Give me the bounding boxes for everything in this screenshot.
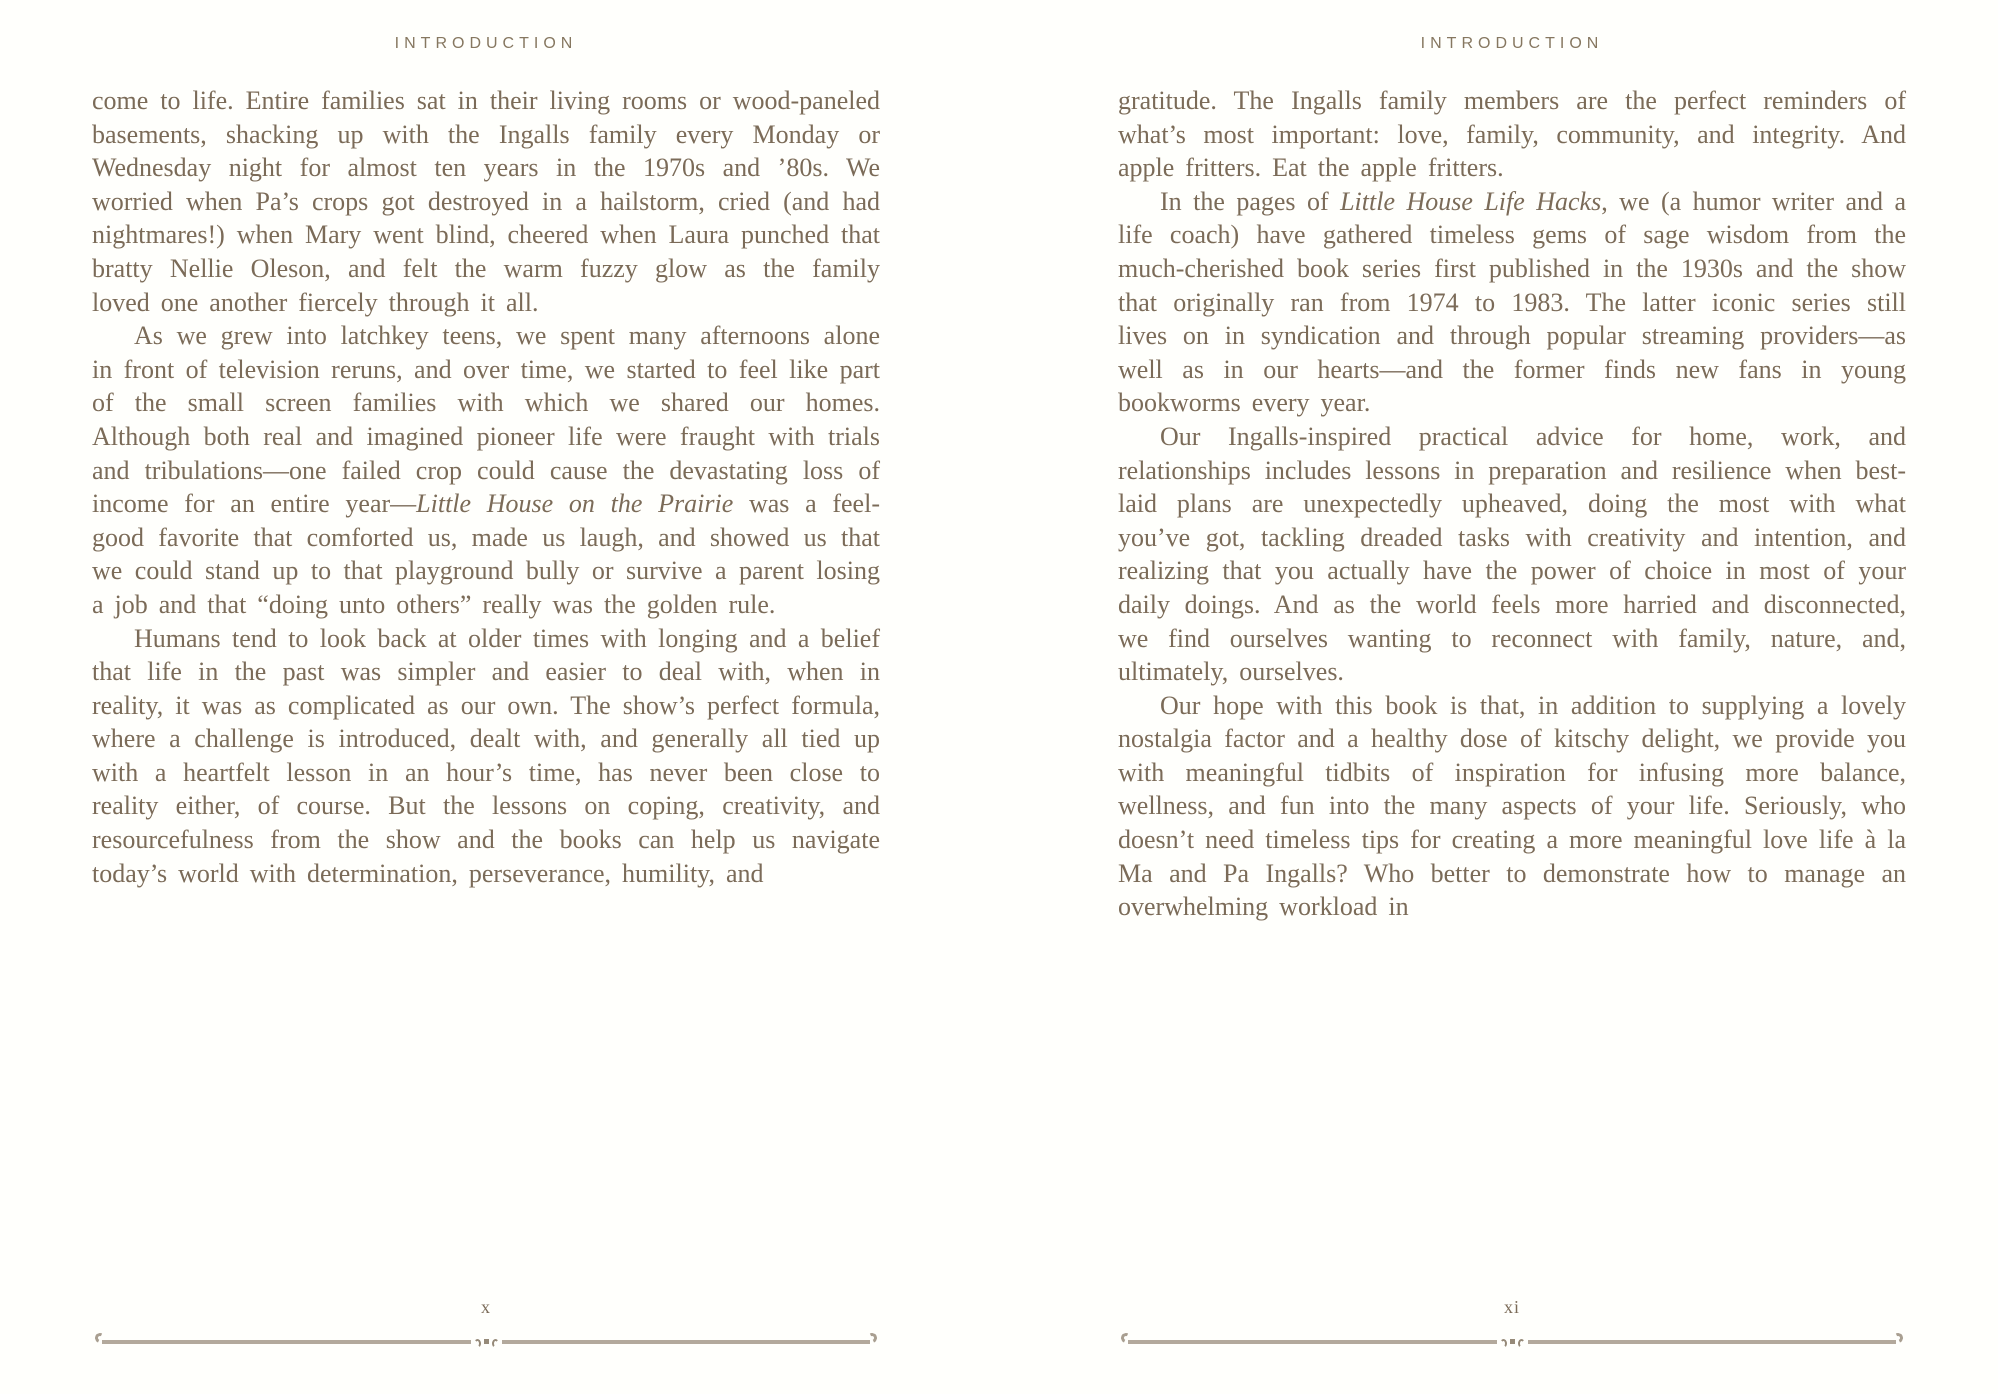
paragraph — [1118, 185, 1906, 420]
rule-line — [502, 1340, 871, 1344]
text-segment: , we (a humor writer and a life coach) have gathered timeless gems of sage wisdom from the much-cherished book series first published in the 1930s and the show that originally ran from 1974 to 1983. The latter iconic series still lives on in syndication and through popular streaming providers—as well as in our hearts—and the former finds new fans in young bookworms every year. — [1118, 186, 1906, 418]
rule-line — [1128, 1340, 1497, 1344]
body-text — [1118, 84, 1906, 924]
text-segment: As we grew into latchkey teens, we spent many afternoons alone in front of television reruns, and over time, we started to feel like part of the small screen families with which we shared our homes. Although both real and imagined pioneer life were fraught with trials and tribulations—one failed crop could cause the devastating loss of income for an entire year— — [92, 321, 880, 519]
book-title-italic: Little House Life Hacks — [1340, 186, 1602, 216]
running-head: INTRODUCTION — [1420, 35, 1604, 52]
paragraph — [1118, 420, 1906, 689]
paragraph — [1118, 84, 1906, 185]
curl-right-icon — [492, 1339, 499, 1348]
text-segment: Humans tend to look back at older times with longing and a belief that life in the past was simpler and easier to deal with, when in reality, it was as complicated as our own. The show’s perfect formula, where a challenge is introduced, dealt with, and generally all tied up with a heartfelt lesson in an hour’s time, has never been close to reality either, of course. But the lessons on coping, creativity, and resourcefulness from the show and the books can help us navigate today’s world with determination, perseverance, humility, and — [92, 623, 880, 888]
page-number: xi — [1503, 1297, 1520, 1317]
right-page-column — [1118, 0, 1906, 1394]
right-page — [999, 0, 1998, 1394]
rule-center-ornament-icon — [471, 1338, 502, 1347]
book-title-italic: Little House on the Prairie — [416, 489, 734, 519]
curl-left-icon — [474, 1339, 481, 1348]
paragraph — [1118, 689, 1906, 924]
paragraph — [92, 622, 880, 891]
footer-rule — [1118, 1334, 1906, 1350]
page-number: x — [481, 1297, 491, 1317]
curl-right-icon — [1518, 1339, 1525, 1348]
paragraph — [92, 319, 880, 621]
body-text — [92, 84, 880, 890]
text-segment: gratitude. The Ingalls family members are the perfect reminders of what’s most important: love, family, community, and integrity. And apple fritters. Eat the apple fritters. — [1118, 86, 1906, 183]
square-dot-icon — [484, 1339, 489, 1344]
footer-rule — [92, 1334, 880, 1350]
text-segment: Our hope with this book is that, in addition to supplying a lovely nostalgia factor and a healthy dose of kitschy delight, we provide you with meaningful tidbits of inspiration for infusing more balance, wellness, and fun into the many aspects of your life. Seriously, who doesn’t need timeless tips for creating a more meaningful love life à la Ma and Pa Ingalls? Who better to demonstrate how to manage an overwhelming workload in — [1118, 690, 1906, 922]
running-head: INTRODUCTION — [394, 35, 578, 52]
rule-line — [1528, 1340, 1897, 1344]
square-dot-icon — [1510, 1339, 1515, 1344]
text-segment: In the pages of — [1160, 186, 1341, 216]
text-segment: Our Ingalls-inspired practical advice for home, work, and relationships includes lessons in preparation and resilience when best-laid plans are unexpectedly upheaved, doing the most with what you’ve got, tackling dreaded tasks with creativity and intention, and realizing that you actually have the power of choice in most of your daily doings. And as the world feels more harried and disconnected, we find ourselves wanting to reconnect with family, nature, and, ultimately, ourselves. — [1118, 421, 1906, 687]
curl-left-icon — [1500, 1339, 1507, 1348]
text-segment: come to life. Entire families sat in their living rooms or wood-paneled basements, shacking up with the Ingalls family every Monday or Wednesday night for almost ten years in the 1970s and ’80s. We worried when Pa’s crops got destroyed in a hailstorm, cried (and had nightmares!) when Mary went blind, cheered when Laura punched that bratty Nellie Oleson, and felt the warm fuzzy glow as the family loved one another fiercely through it all. — [92, 86, 880, 317]
left-page-column — [92, 0, 880, 1394]
rule-line — [102, 1340, 471, 1344]
text-segment: was a feel-good favorite that comforted us, made us laugh, and showed us that we could stand up to that playground bully or survive a parent losing a job and that “doing unto others” really was the golden rule. — [92, 489, 880, 619]
paragraph — [92, 84, 880, 319]
rule-center-ornament-icon — [1497, 1338, 1528, 1347]
